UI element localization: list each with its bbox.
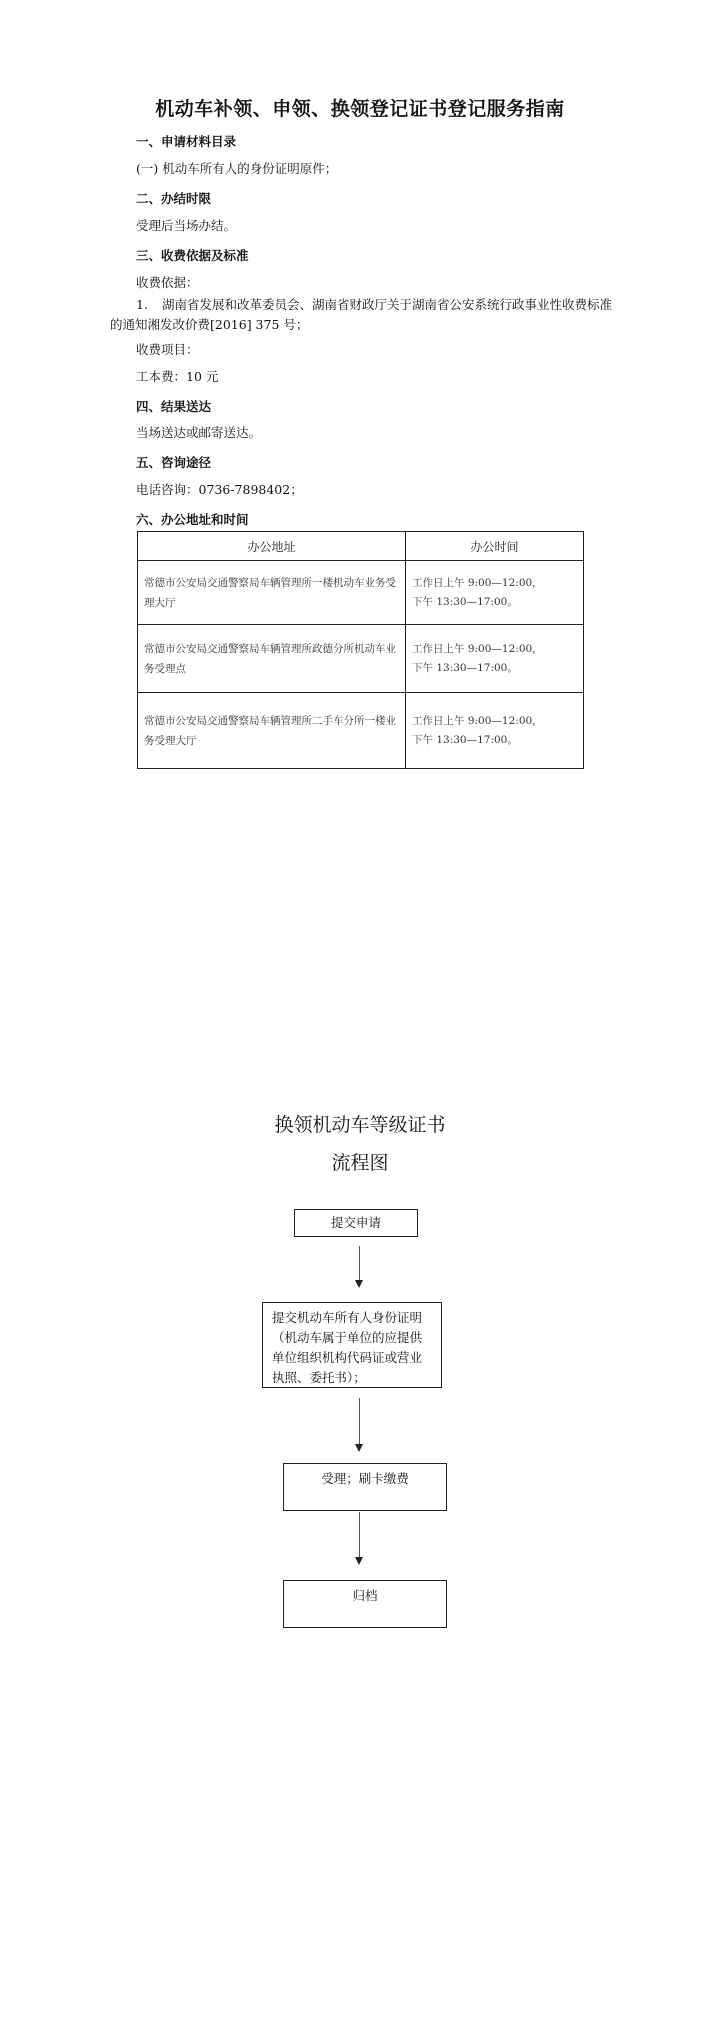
section-heading-consult: 五、咨询途径 (136, 455, 212, 470)
materials-item: (一) 机动车所有人的身份证明原件； (136, 161, 338, 176)
flow-step-label: 提交机动车所有人身份证明（机动车属于单位的应提供单位组织机构代码证或营业执照、委托书）； (272, 1310, 423, 1385)
office-hours (406, 625, 584, 693)
flow-arrow-line (359, 1398, 360, 1445)
office-address: 常德市公安局交通警察局车辆管理所一楼机动车业务受理大厅 (138, 561, 406, 625)
office-hours (406, 561, 584, 625)
office-hours-pm: 下午 13:30—17:00。 (412, 661, 518, 674)
fee-item: 工本费：10 元 (136, 369, 219, 384)
flow-step-archive (283, 1580, 447, 1628)
flow-step-submit-id-proof (262, 1302, 442, 1388)
office-table (137, 531, 584, 769)
office-address: 常德市公安局交通警察局车辆管理所二手车分所一楼业务受理大厅 (138, 693, 406, 769)
consult-text: 电话咨询：0736-7898402； (136, 482, 303, 497)
flow-step-accept-pay (283, 1463, 447, 1511)
office-hours-am: 工作日上午 9:00—12:00， (412, 642, 543, 655)
flow-arrow-line (359, 1512, 360, 1558)
office-hours-pm: 下午 13:30—17:00。 (412, 733, 518, 746)
fee-basis-line1: 湖南省发展和改革委员会、湖南省财政厅关于湖南省公安系统行政事业性收费标准 (162, 297, 613, 312)
flowchart-title-line1: 换领机动车等级证书 (274, 1114, 446, 1136)
flow-arrow-head (355, 1280, 363, 1288)
table-row (138, 693, 584, 769)
delivery-text: 当场送达或邮寄送达。 (136, 425, 262, 440)
flow-step-submit-application (294, 1209, 418, 1237)
time-limit-text: 受理后当场办结。 (136, 218, 237, 233)
section-heading-materials: 一、申请材料目录 (136, 134, 237, 149)
section-heading-fees: 三、收费依据及标准 (136, 248, 249, 263)
office-col-address: 办公地址 (138, 532, 406, 561)
office-hours-am: 工作日上午 9:00—12:00， (412, 714, 543, 727)
fee-basis-number: 1. (136, 297, 148, 312)
flow-arrow-head (355, 1557, 363, 1565)
flow-step-label: 归档 (352, 1588, 378, 1603)
office-address: 常德市公安局交通警察局车辆管理所政德分所机动车业务受理点 (138, 625, 406, 693)
fee-items-label: 收费项目： (136, 342, 199, 357)
flow-step-label: 提交申请 (330, 1215, 381, 1230)
office-table-header (138, 532, 584, 561)
flow-arrow-head (355, 1444, 363, 1452)
office-hours-am: 工作日上午 9:00—12:00， (412, 576, 543, 589)
section-heading-offices: 六、办公地址和时间 (136, 512, 249, 527)
section-heading-delivery: 四、结果送达 (136, 399, 212, 414)
document-title: 机动车补领、申领、换领登记证书登记服务指南 (155, 98, 565, 120)
office-hours-pm: 下午 13:30—17:00。 (412, 595, 518, 608)
table-row (138, 561, 584, 625)
table-row (138, 625, 584, 693)
office-hours (406, 693, 584, 769)
office-col-time: 办公时间 (406, 532, 584, 561)
fee-basis-line2: 的通知湘发改价费[2016] 375 号； (110, 317, 309, 332)
flow-step-label: 受理；刷卡缴费 (321, 1471, 409, 1486)
flow-arrow-line (359, 1246, 360, 1282)
fee-basis-label: 收费依据： (136, 275, 199, 290)
section-heading-time-limit: 二、办结时限 (136, 191, 212, 206)
flowchart-title-line2: 流程图 (331, 1152, 389, 1174)
